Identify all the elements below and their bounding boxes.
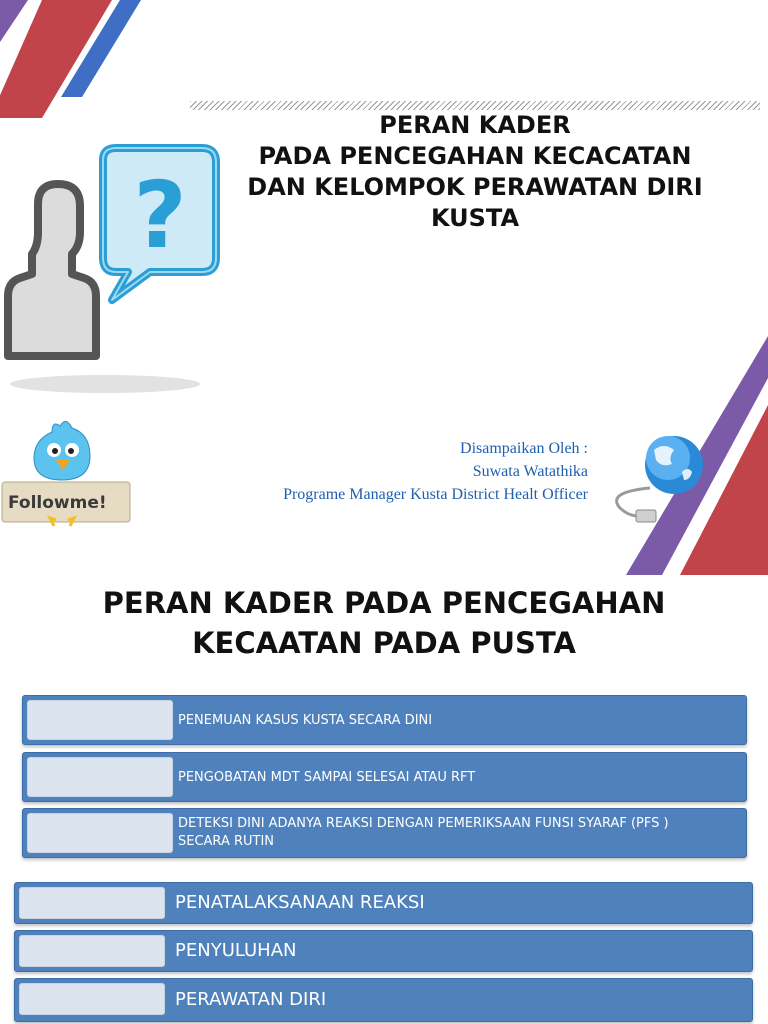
twitter-followme-icon — [2, 421, 130, 526]
title-line: DAN KELOMPOK PERAWATAN DIRI — [247, 173, 703, 201]
presenter-info — [283, 437, 588, 506]
list-item-text: DETEKSI DINI ADANYA REAKSI DENGAN PEMERIKSAAN FUNSI SYARAF (PFS ) — [178, 816, 669, 831]
content-slide — [0, 575, 768, 1024]
top-left-purple-stripe — [0, 0, 28, 42]
list-item-text: PENYULUHAN — [175, 940, 297, 961]
title-line: PERAN KADER PADA PENCEGAHAN — [102, 586, 666, 620]
list-item-tab — [27, 813, 173, 853]
list-item-tab — [19, 887, 165, 919]
title-line: KECAATAN PADA PUSTA — [192, 626, 576, 660]
list-item-text: PENATALAKSANAAN REAKSI — [175, 892, 425, 913]
hatched-divider — [190, 101, 760, 110]
title-line: PERAN KADER — [379, 111, 571, 139]
list-item — [22, 695, 747, 745]
svg-text:?: ? — [133, 162, 187, 269]
presenter-line: Suwata Watathika — [472, 463, 588, 480]
list-item — [14, 882, 753, 924]
list-item-tab — [27, 757, 173, 797]
presenter-line: Disampaikan Oleh : — [460, 440, 588, 457]
presenter-line: Programe Manager Kusta District Healt Officer — [283, 486, 588, 503]
list-item-text: PENGOBATAN MDT SAMPAI SELESAI ATAU RFT — [178, 770, 476, 785]
list-item — [14, 930, 753, 972]
slide1-title — [210, 110, 740, 234]
list-item — [22, 752, 747, 802]
slide2-title — [0, 583, 768, 663]
question-person-icon — [8, 148, 216, 393]
list-item — [22, 808, 747, 858]
list-item-text: PERAWATAN DIRI — [175, 989, 327, 1010]
list-item — [14, 978, 753, 1022]
list-item-tab — [27, 700, 173, 740]
list-item-tab — [19, 935, 165, 967]
list-item-text: PENEMUAN KASUS KUSTA SECARA DINI — [178, 713, 433, 728]
title-line: KUSTA — [430, 204, 520, 232]
list-item-text: SECARA RUTIN — [178, 834, 275, 849]
title-line: PADA PENCEGAHAN KECACATAN — [258, 142, 692, 170]
svg-text:Followme!: Followme! — [8, 493, 107, 513]
list-item-tab — [19, 983, 165, 1015]
